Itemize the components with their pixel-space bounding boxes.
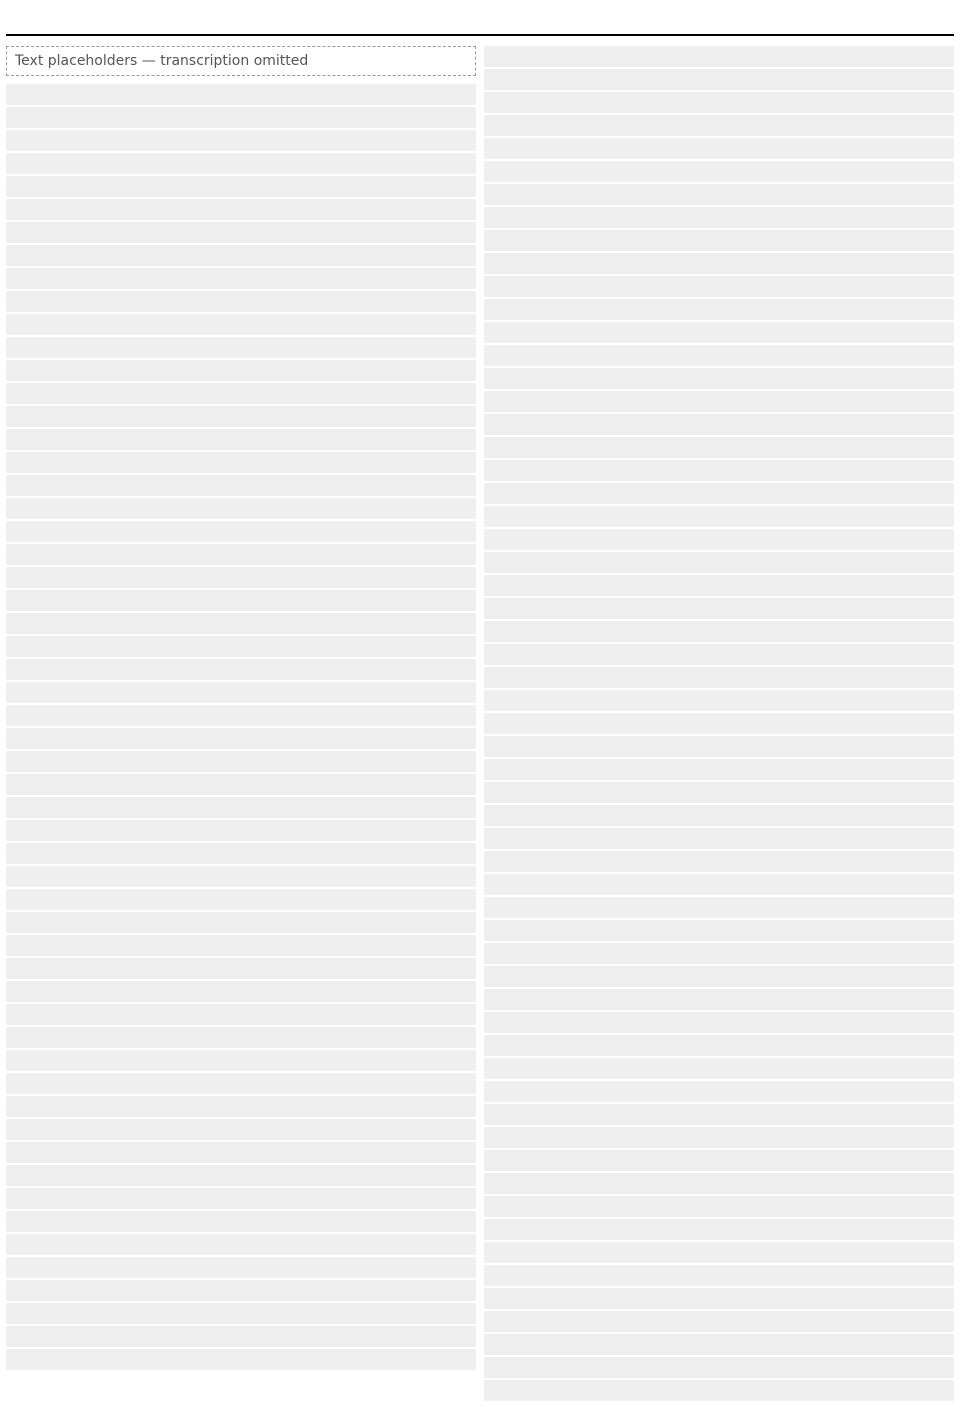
text-line-placeholder [6, 1004, 476, 1025]
text-line-placeholder [6, 1165, 476, 1186]
text-line-placeholder [6, 682, 476, 703]
text-line-placeholder [6, 176, 476, 197]
text-line-placeholder [6, 981, 476, 1002]
text-line-placeholder [6, 1211, 476, 1232]
text-line-placeholder [6, 866, 476, 887]
placeholder-note: Text placeholders — transcription omitted [6, 46, 476, 76]
text-line-placeholder [6, 705, 476, 726]
text-line-placeholder [6, 498, 476, 519]
text-line-placeholder [484, 529, 954, 550]
text-line-placeholder [484, 1058, 954, 1079]
text-line-placeholder [484, 483, 954, 504]
text-line-placeholder [484, 460, 954, 481]
text-line-placeholder [484, 322, 954, 343]
text-line-placeholder [6, 291, 476, 312]
text-line-placeholder [484, 253, 954, 274]
text-line-placeholder [484, 782, 954, 803]
text-line-placeholder [484, 713, 954, 734]
text-line-placeholder [484, 1334, 954, 1355]
text-line-placeholder [6, 199, 476, 220]
text-line-placeholder [484, 1196, 954, 1217]
text-line-placeholder [6, 912, 476, 933]
text-line-placeholder [6, 452, 476, 473]
text-line-placeholder [484, 1219, 954, 1240]
text-line-placeholder [484, 1104, 954, 1125]
text-line-placeholder [484, 897, 954, 918]
text-line-placeholder [6, 728, 476, 749]
text-line-placeholder [484, 667, 954, 688]
text-line-placeholder [484, 1265, 954, 1286]
text-line-placeholder [484, 736, 954, 757]
text-line-placeholder [6, 1096, 476, 1117]
text-line-placeholder [484, 1127, 954, 1148]
text-line-placeholder [6, 222, 476, 243]
text-line-placeholder [6, 935, 476, 956]
text-line-placeholder [484, 874, 954, 895]
text-line-placeholder [484, 552, 954, 573]
text-line-placeholder [484, 644, 954, 665]
text-line-placeholder [484, 1242, 954, 1263]
text-line-placeholder [484, 230, 954, 251]
running-header [6, 0, 954, 36]
text-line-placeholder [484, 92, 954, 113]
text-line-placeholder [484, 391, 954, 412]
text-line-placeholder [484, 414, 954, 435]
text-line-placeholder [6, 797, 476, 818]
text-line-placeholder [484, 69, 954, 90]
text-line-placeholder [484, 299, 954, 320]
text-line-placeholder [6, 383, 476, 404]
text-line-placeholder [6, 107, 476, 128]
text-line-placeholder [6, 1142, 476, 1163]
text-line-placeholder [484, 184, 954, 205]
text-line-placeholder [6, 429, 476, 450]
text-line-placeholder [484, 690, 954, 711]
right-column [484, 46, 954, 1416]
text-line-placeholder [6, 843, 476, 864]
text-line-placeholder [484, 1150, 954, 1171]
text-line-placeholder [484, 437, 954, 458]
text-line-placeholder [484, 1311, 954, 1332]
text-line-placeholder [6, 820, 476, 841]
text-line-placeholder [484, 1357, 954, 1378]
text-line-placeholder [6, 406, 476, 427]
text-line-placeholder [484, 506, 954, 527]
left-column [6, 46, 476, 1416]
text-line-placeholder [484, 276, 954, 297]
text-line-placeholder [6, 521, 476, 542]
text-line-placeholder [6, 1257, 476, 1278]
text-line-placeholder [6, 1303, 476, 1324]
text-line-placeholder [484, 851, 954, 872]
text-line-placeholder [6, 268, 476, 289]
text-line-placeholder [484, 1288, 954, 1309]
text-line-placeholder [6, 590, 476, 611]
text-line-placeholder [484, 759, 954, 780]
text-line-placeholder [484, 966, 954, 987]
text-line-placeholder [6, 130, 476, 151]
text-line-placeholder [6, 774, 476, 795]
text-line-placeholder [484, 575, 954, 596]
text-line-placeholder [484, 345, 954, 366]
text-line-placeholder [6, 1027, 476, 1048]
text-line-placeholder [6, 1280, 476, 1301]
text-line-placeholder [484, 598, 954, 619]
text-line-placeholder [484, 115, 954, 136]
text-line-placeholder [6, 1119, 476, 1140]
text-line-placeholder [484, 138, 954, 159]
text-line-placeholder [484, 920, 954, 941]
text-line-placeholder [484, 1012, 954, 1033]
text-line-placeholder [6, 1188, 476, 1209]
text-line-placeholder [6, 659, 476, 680]
publication-title [6, 30, 954, 34]
text-line-placeholder [6, 958, 476, 979]
text-line-placeholder [484, 989, 954, 1010]
text-line-placeholder [484, 46, 954, 67]
text-line-placeholder [6, 1050, 476, 1071]
text-line-placeholder [484, 1380, 954, 1401]
text-line-placeholder [6, 613, 476, 634]
text-line-placeholder [484, 943, 954, 964]
text-line-placeholder [6, 1326, 476, 1347]
text-line-placeholder [6, 1349, 476, 1370]
text-line-placeholder [6, 84, 476, 105]
text-line-placeholder [6, 751, 476, 772]
text-line-placeholder [6, 567, 476, 588]
text-line-placeholder [6, 475, 476, 496]
text-line-placeholder [6, 314, 476, 335]
text-line-placeholder [6, 337, 476, 358]
text-line-placeholder [484, 805, 954, 826]
text-line-placeholder [484, 207, 954, 228]
text-line-placeholder [6, 153, 476, 174]
text-line-placeholder [6, 636, 476, 657]
text-line-placeholder [484, 828, 954, 849]
text-line-placeholder [484, 1035, 954, 1056]
text-line-placeholder [6, 1073, 476, 1094]
text-line-placeholder [6, 360, 476, 381]
text-line-placeholder [6, 1234, 476, 1255]
text-line-placeholder [484, 161, 954, 182]
text-line-placeholder [484, 1173, 954, 1194]
text-line-placeholder [6, 544, 476, 565]
text-line-placeholder [484, 368, 954, 389]
text-line-placeholder [484, 1081, 954, 1102]
text-line-placeholder [6, 245, 476, 266]
text-line-placeholder [484, 621, 954, 642]
text-line-placeholder [6, 889, 476, 910]
